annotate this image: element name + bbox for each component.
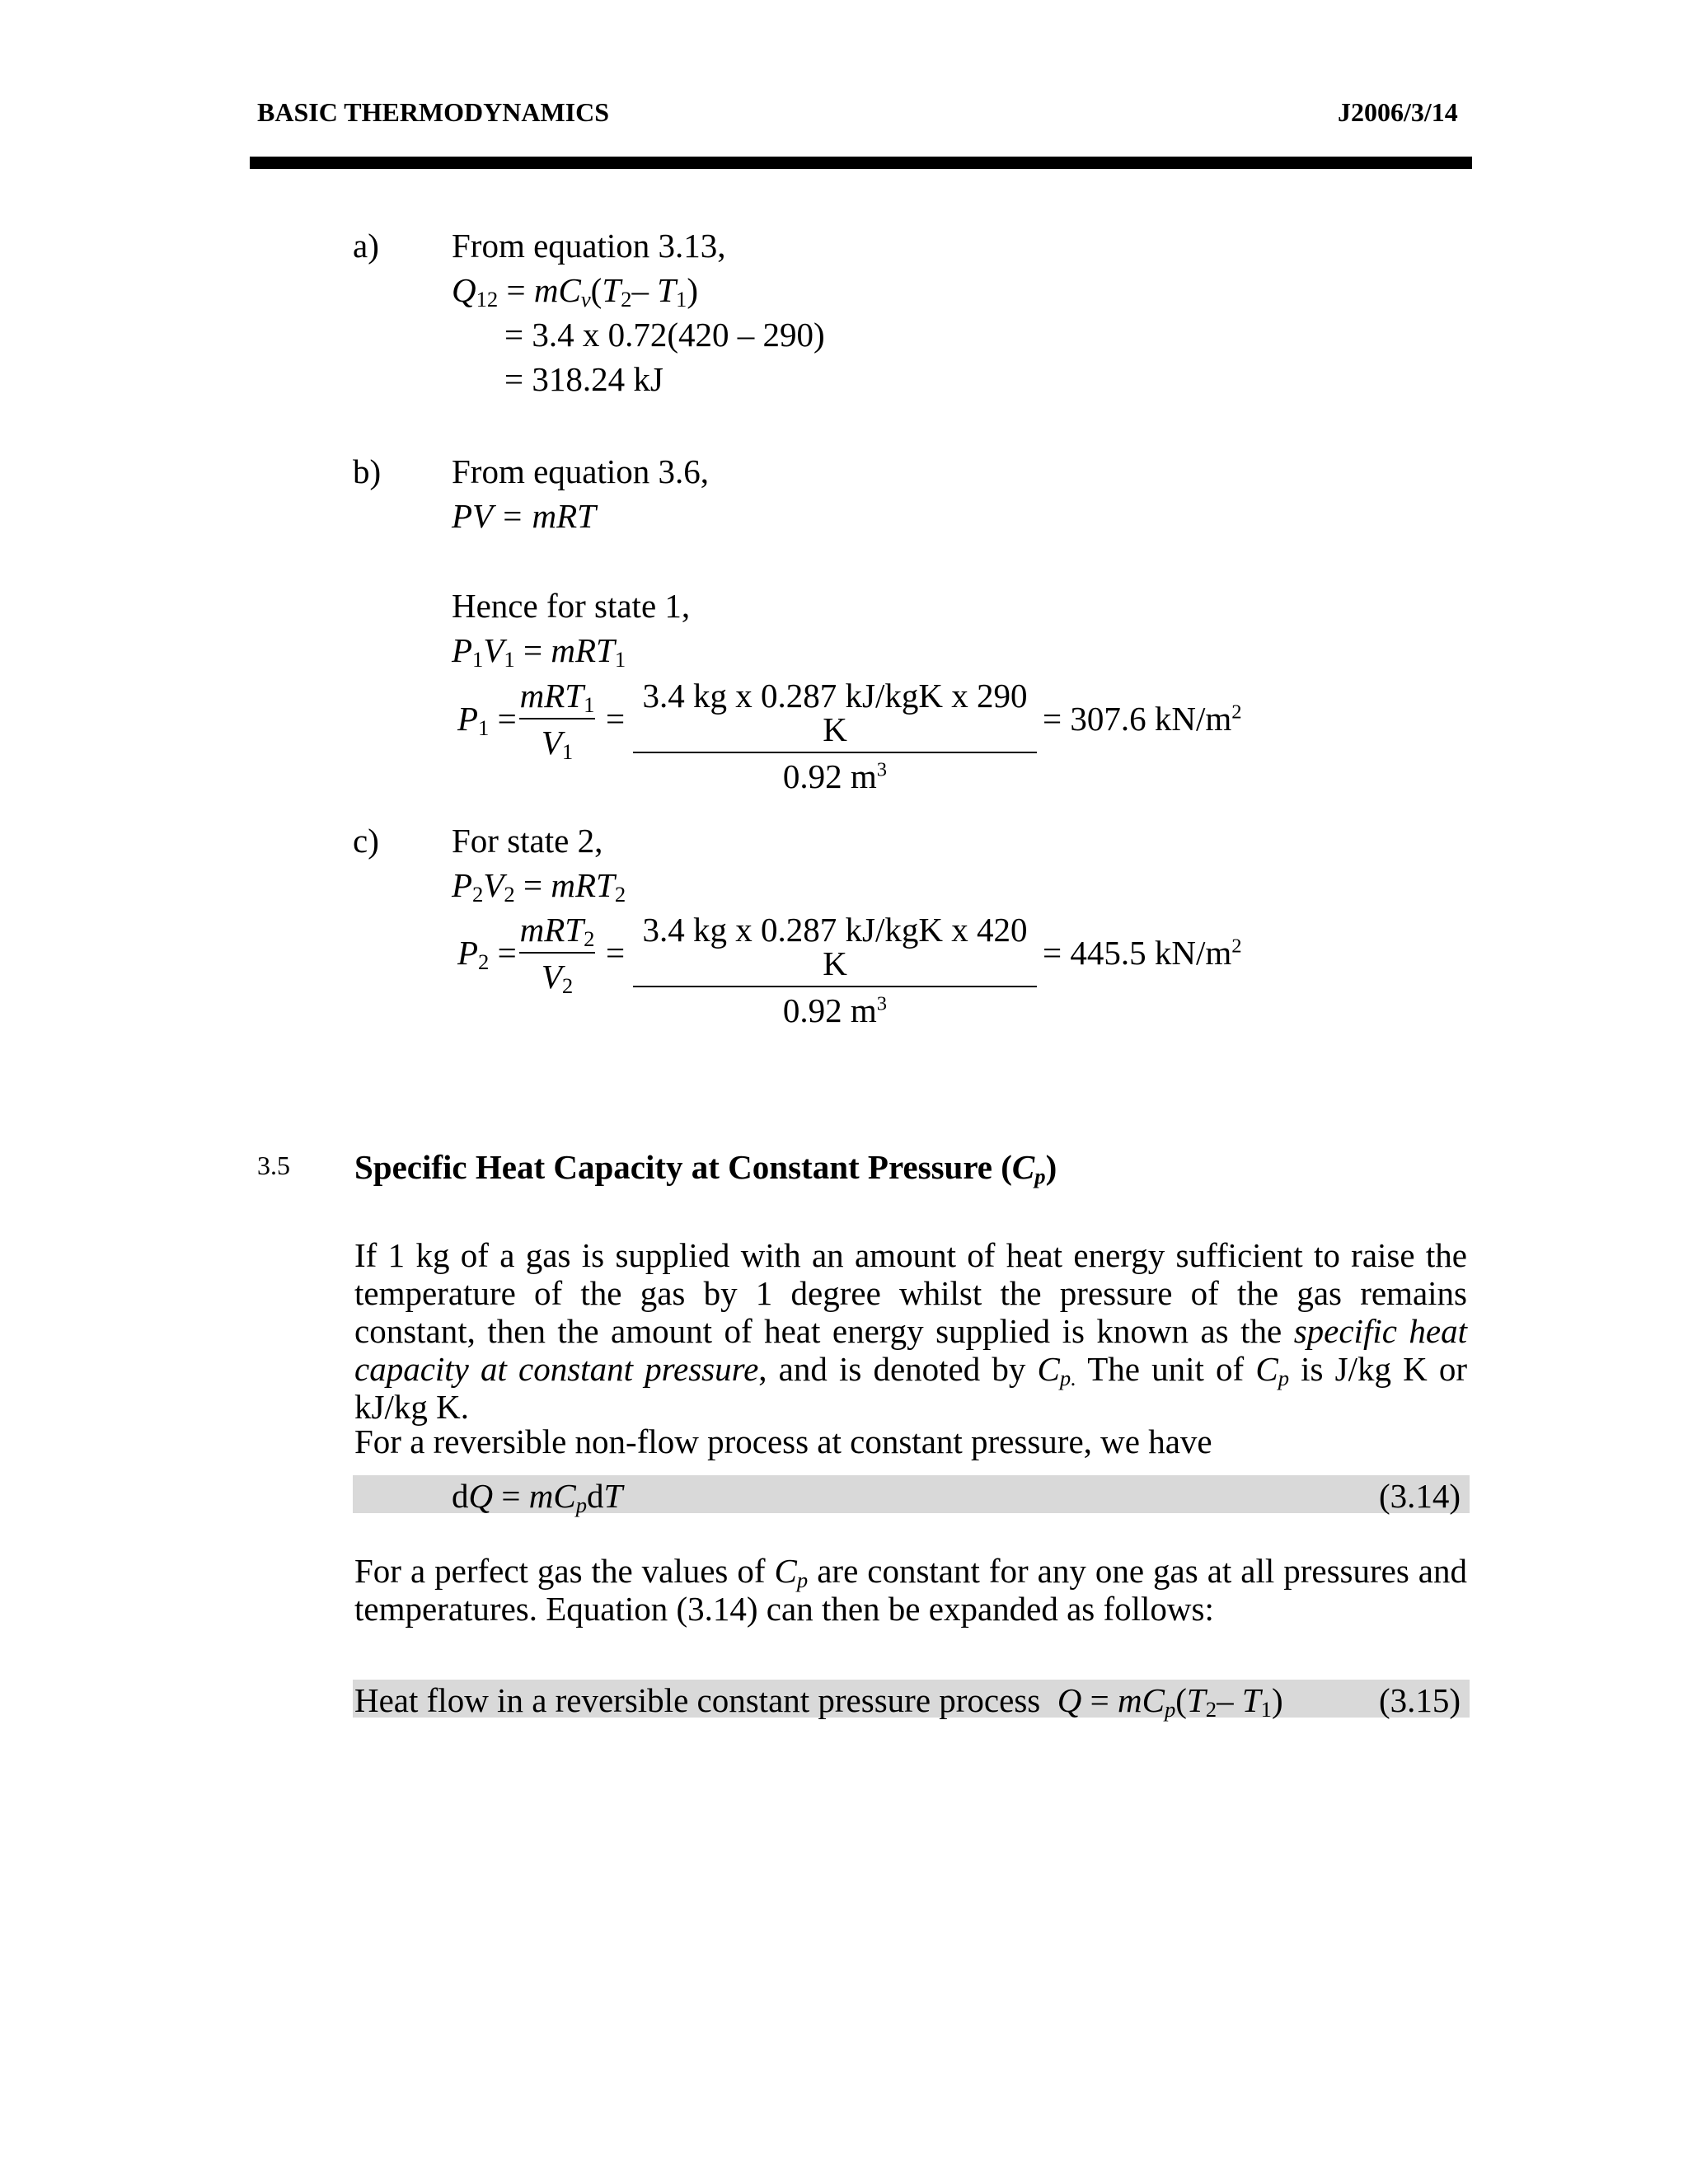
equation-3-15: Heat flow in a reversible constant pressure process $Q = mC_p(T_2-$ $T_1$)	[354, 1681, 1283, 1722]
equals-sign: =	[606, 934, 626, 972]
p1-symbol: $P_1$ =	[457, 700, 517, 740]
equation-3-14: dQ = $mC_pdT$	[452, 1477, 623, 1517]
ideal-gas-equation: PV = mRT	[452, 497, 596, 535]
equation-3-15-number: (3.15)	[1379, 1681, 1461, 1719]
state2-equation: $P_2V_2 = mRT_2$	[452, 866, 626, 907]
part-c-intro: For state 2,	[452, 822, 603, 860]
definition-paragraph: If 1 kg of a gas is supplied with an amount of heat energy sufficient to raise the temperature of the gas by 1 degree whilst the pressure of the gas remains constant, then the amount of heat energy supplied is known as the specific heat capacity at constant pressure, and is denoted by $C_{p.}$ The unit of $C_p$ is J/kg K or kJ/kg K.	[354, 1236, 1467, 1426]
part-a-formula: $Q_{12} = mC_v(T_2-$ $T_1$)	[452, 271, 699, 312]
p2-numerator: 3.4 kg x 0.287 kJ/kgK x 420 K	[642, 911, 1028, 982]
section-heading: Specific Heat Capacity at Constant Pressure $(C_p)$	[354, 1148, 1057, 1188]
p1-numerator: 3.4 kg x 0.287 kJ/kgK x 290 K	[642, 677, 1028, 748]
part-b-state-intro: Hence for state 1,	[452, 587, 691, 625]
p2-symbolic-fraction: mRT$_2$ $V_2$	[519, 911, 595, 998]
part-a-step1: = 3.4 x 0.72(420 – 290)	[504, 316, 825, 354]
state1-equation: $P_1V_1 = mRT_1$	[452, 631, 626, 672]
part-a-label: a)	[353, 227, 379, 265]
part-b-intro: From equation 3.6,	[452, 452, 710, 490]
page-code: J2006/3/14	[1338, 97, 1458, 127]
p2-numeric-fraction: 3.4 kg x 0.287 kJ/kgK x 420 K 0.92 $m^3$	[633, 913, 1037, 1028]
section-number: 3.5	[257, 1151, 290, 1180]
perfect-gas-paragraph: For a perfect gas the values of $C_p$ are constant for any one gas at all pressures and temperatures. Equation (3.14) can then be expanded as follows:	[354, 1552, 1468, 1628]
part-a-intro: From equation 3.13,	[452, 227, 726, 265]
p2-result: = 445.5 $kN/m^2$	[1043, 934, 1242, 972]
p1-result: = 307.6 $kN/m^2$	[1043, 700, 1242, 738]
document-title: BASIC THERMODYNAMICS	[257, 97, 610, 127]
p1-symbolic-fraction: mRT$_1$ $V_1$	[519, 677, 595, 764]
process-paragraph: For a reversible non-flow process at constant pressure, we have	[354, 1422, 1212, 1460]
header-rule	[250, 157, 1472, 169]
part-c-label: c)	[353, 822, 379, 860]
p1-denominator: 0.92 m	[782, 757, 877, 795]
part-b-label: b)	[353, 452, 382, 490]
part-a-result: = 318.24 kJ	[504, 360, 663, 398]
p2-symbol: $P_2$ =	[457, 934, 517, 974]
equals-sign: =	[606, 700, 626, 738]
p1-numeric-fraction: 3.4 kg x 0.287 kJ/kgK x 290 K 0.92 $m^3$	[633, 679, 1037, 794]
p2-denominator: 0.92 m	[782, 991, 877, 1029]
equation-3-14-number: (3.14)	[1379, 1477, 1461, 1515]
